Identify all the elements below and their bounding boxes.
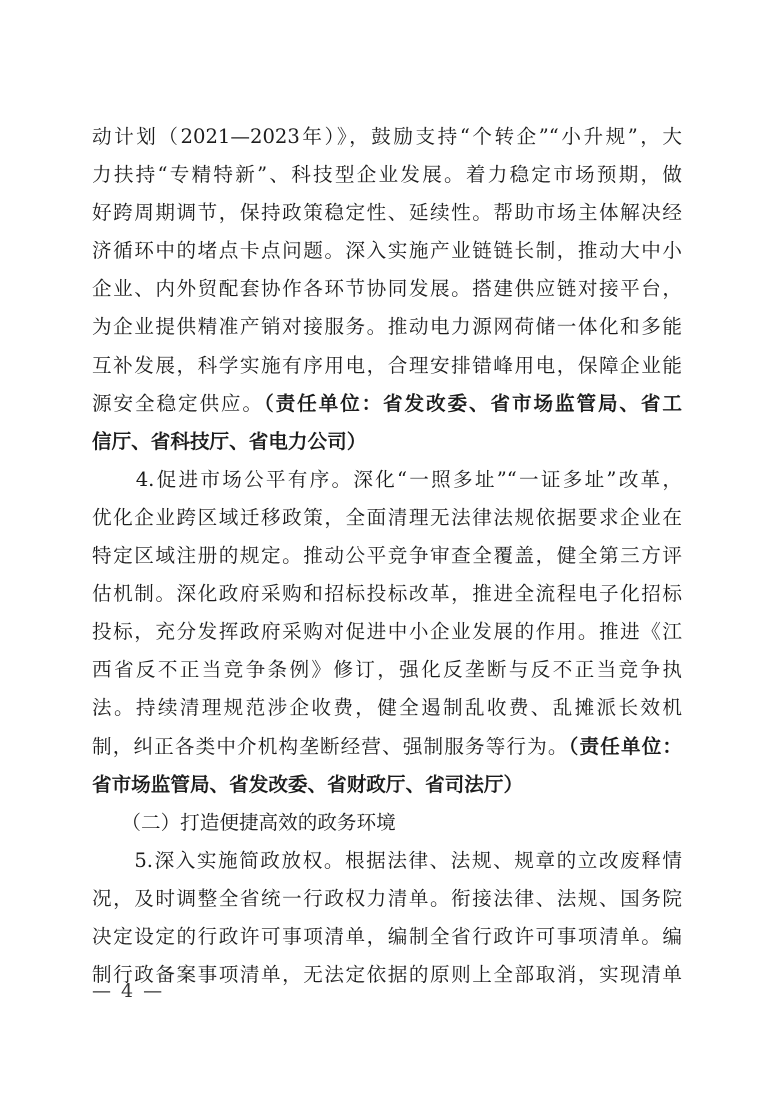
text-line [92, 156, 682, 194]
text-run: 优化企业跨区域迁移政策，全面清理无法律法规依据要求企业在 [92, 505, 682, 529]
text-run: 4.促进市场公平有序。深化“一照多址”“一证多址”改革， [92, 467, 682, 491]
text-run: 制，纠正各类中介机构垄断经营、强制服务等行为。 [92, 734, 569, 758]
text-line [92, 385, 682, 423]
text-line [92, 766, 682, 804]
responsibility-note: 省市场监管局、省发改委、省财政厅、省司法厅） [92, 772, 524, 796]
responsibility-note: 信厅、省科技厅、省电力公司） [92, 429, 367, 453]
document-body [92, 118, 682, 994]
text-line [92, 270, 682, 308]
text-line [92, 347, 682, 385]
text-line [92, 728, 682, 766]
text-line [92, 194, 682, 232]
text-run: 况，及时调整全省统一行政权力清单。衔接法律、法规、国务院 [92, 886, 682, 910]
text-run: （二）打造便捷高效的政务环境 [92, 810, 396, 834]
text-line [92, 537, 682, 575]
responsibility-note: （责任单位： [568, 734, 683, 758]
text-line [92, 118, 682, 156]
text-line [92, 613, 682, 651]
responsibility-note: （责任单位：省发改委、省市场监管局、省工 [263, 391, 683, 415]
text-line [92, 308, 682, 346]
text-line [92, 842, 682, 880]
text-line [92, 232, 682, 270]
text-run: 济循环中的堵点卡点问题。深入实施产业链链长制，推动大中小 [92, 239, 682, 263]
text-run: 估机制。深化政府采购和招标投标改革，推进全流程电子化招标 [92, 582, 682, 606]
text-line [92, 499, 682, 537]
text-run: 动计划（2021—2023年）》，鼓励支持“个转企”“小升规”，大 [92, 125, 682, 148]
text-line [92, 423, 682, 461]
text-run: 投标，充分发挥政府采购对促进中小企业发展的作用。推进《江 [92, 620, 682, 644]
text-run: 好跨周期调节，保持政策稳定性、延续性。帮助市场主体解决经 [92, 201, 682, 225]
text-run: 力扶持“专精特新”、科技型企业发展。着力稳定市场预期，做 [92, 163, 682, 187]
text-run: 法。持续清理规范涉企收费，健全遏制乱收费、乱摊派长效机 [92, 696, 682, 720]
text-line [92, 651, 682, 689]
text-run: 西省反不正当竞争条例》修订，强化反垄断与反不正当竞争执 [92, 658, 682, 682]
text-line [92, 575, 682, 613]
page-number: — 4 — [92, 980, 165, 1002]
text-line [92, 804, 682, 842]
text-line [92, 918, 682, 956]
text-run: 5.深入实施简政放权。根据法律、法规、规章的立改废释情 [92, 848, 682, 872]
text-line [92, 880, 682, 918]
text-run: 为企业提供精准产销对接服务。推动电力源网荷储一体化和多能 [92, 315, 682, 339]
text-run: 企业、内外贸配套协作各环节协同发展。搭建供应链对接平台， [92, 277, 682, 301]
text-run: 决定设定的行政许可事项清单，编制全省行政许可事项清单。编 [92, 924, 682, 948]
text-line [92, 461, 682, 499]
text-line [92, 956, 682, 994]
text-line [92, 689, 682, 727]
text-run: 特定区域注册的规定。推动公平竞争审查全覆盖，健全第三方评 [92, 544, 682, 568]
text-run: 互补发展，科学实施有序用电，合理安排错峰用电，保障企业能 [92, 353, 682, 377]
text-run: 制行政备案事项清单，无法定依据的原则上全部取消，实现清单 [92, 963, 682, 987]
text-run: 源安全稳定供应。 [92, 391, 264, 415]
